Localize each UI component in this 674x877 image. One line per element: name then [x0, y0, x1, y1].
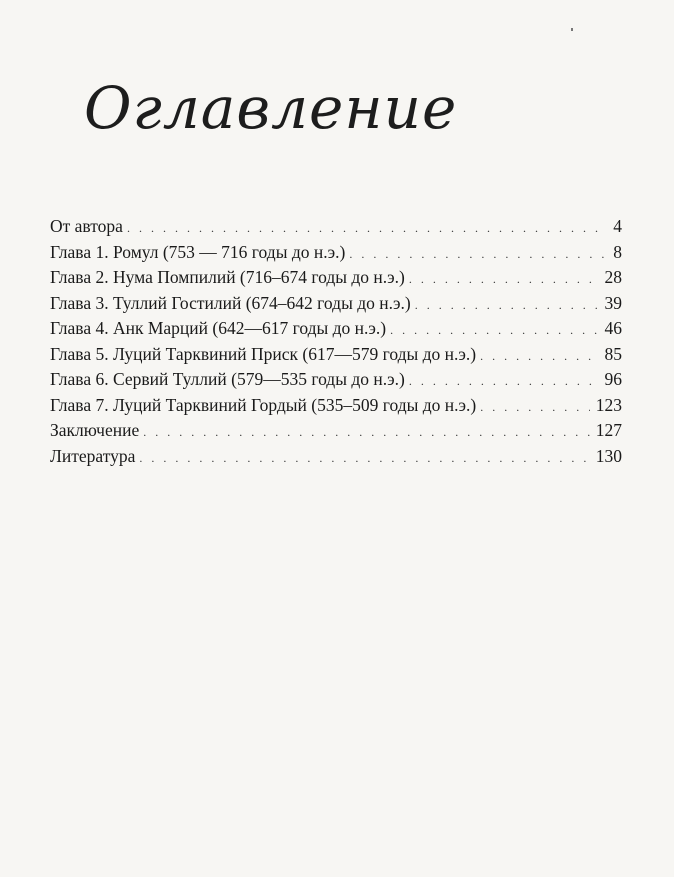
toc-entry — [50, 344, 622, 370]
toc-entry-page: 8 — [613, 241, 622, 262]
toc-dot-leader — [390, 323, 598, 338]
toc-entry-label: Глава 3. Туллий Гостилий (674–642 годы до н.э.) — [50, 292, 411, 313]
toc-entry-page: 46 — [604, 318, 622, 338]
toc-entry-page: 127 — [595, 420, 622, 440]
paper-speck — [571, 28, 573, 31]
toc-entry-label: От автора — [50, 216, 123, 236]
toc-entry-label: Глава 2. Нума Помпилий (716–674 годы до н.э.) — [50, 267, 405, 287]
toc-entry — [50, 267, 622, 293]
toc-dot-leader — [139, 451, 589, 466]
toc-dot-leader — [480, 400, 590, 415]
toc-entry-page: 28 — [604, 267, 622, 287]
toc-entry — [50, 242, 622, 268]
toc-entry-page: 85 — [604, 343, 622, 364]
toc-entry-page: 4 — [613, 216, 622, 236]
toc-dot-leader — [409, 374, 599, 389]
toc-entry-label: Глава 4. Анк Марций (642—617 годы до н.э.) — [50, 318, 387, 338]
toc-entry-label: Заключение — [50, 420, 140, 440]
toc-entry-page: 130 — [595, 445, 622, 466]
toc-entry-page: 96 — [604, 369, 622, 389]
toc-dot-leader — [127, 221, 607, 236]
toc-entry-page: 123 — [595, 394, 622, 415]
toc-entry — [50, 369, 622, 395]
toc-entry — [50, 420, 622, 446]
toc-entry-label: Глава 5. Луций Тарквиний Приск (617—579 годы до н.э.) — [50, 343, 477, 364]
toc-entry — [50, 446, 622, 472]
toc-dot-leader — [349, 247, 607, 262]
toc-dot-leader — [409, 272, 599, 287]
page-title: Оглавление — [84, 74, 458, 142]
toc-entry-label: Глава 6. Сервий Туллий (579—535 годы до н.э.) — [50, 369, 405, 389]
toc-dot-leader — [143, 425, 590, 440]
toc-entry-label: Глава 7. Луций Тарквиний Гордый (535–509 годы до н.э.) — [50, 394, 477, 415]
toc-dot-leader — [480, 349, 598, 364]
toc-dot-leader — [415, 298, 599, 313]
toc-entry — [50, 293, 622, 319]
toc-entry — [50, 216, 622, 242]
toc-entry — [50, 395, 622, 421]
toc-entry-label: Глава 1. Ромул (753 — 716 годы до н.э.) — [50, 241, 346, 262]
toc-entry — [50, 318, 622, 344]
table-of-contents — [50, 216, 622, 471]
toc-entry-label: Литература — [50, 445, 136, 466]
toc-entry-page: 39 — [604, 292, 622, 313]
